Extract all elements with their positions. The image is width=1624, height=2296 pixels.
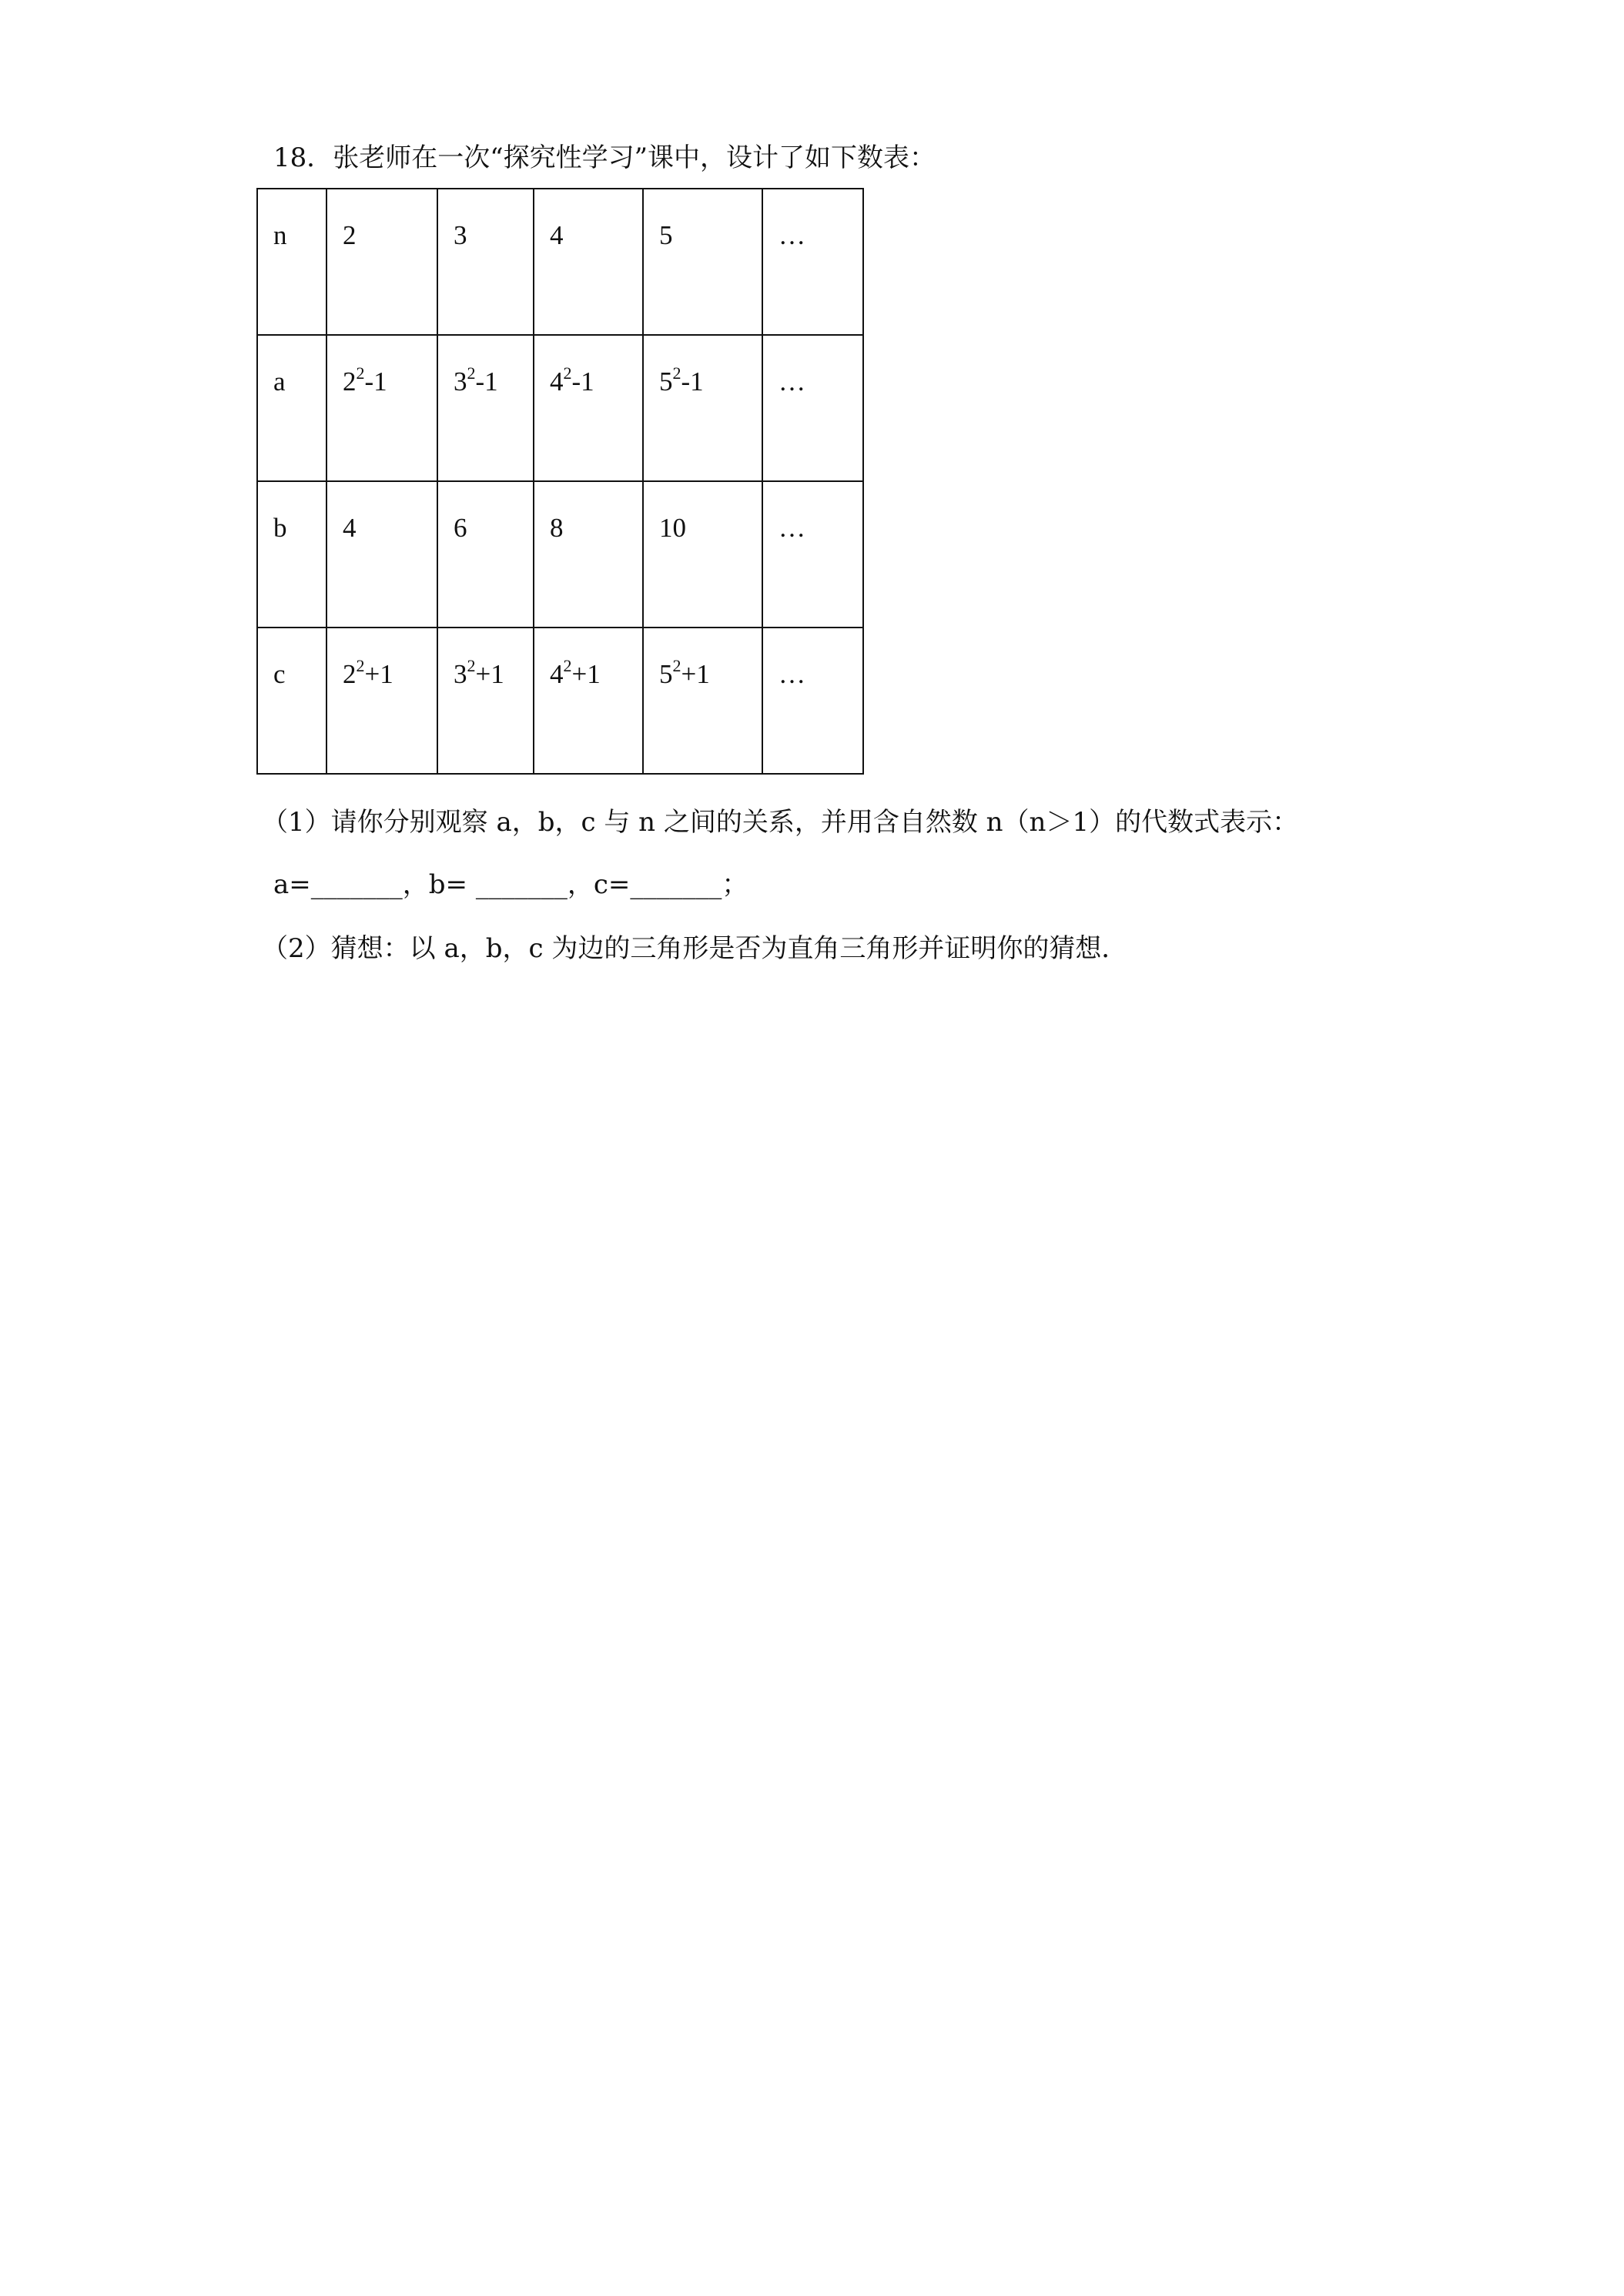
- row-label-cell: [257, 628, 326, 774]
- cell-rest: -1: [681, 366, 704, 397]
- cell-exponent: 2: [563, 363, 572, 383]
- question-part-2: （2）猜想：以 a，b，c 为边的三角形是否为直角三角形并证明你的猜想．: [262, 933, 1128, 964]
- row-label-cell: [257, 335, 326, 481]
- cell-base: 6: [454, 513, 467, 543]
- cell-base: 3: [454, 220, 467, 250]
- table-cell: [643, 481, 762, 628]
- cell-rest: +1: [571, 659, 601, 689]
- cell-base: 2: [343, 366, 357, 397]
- cell-base: 5: [659, 659, 673, 689]
- question-heading: 18．张老师在一次“探究性学习”课中，设计了如下数表：: [273, 142, 936, 173]
- table-cell: [762, 335, 863, 481]
- cell-base: 5: [659, 220, 673, 250]
- table-cell: [534, 335, 643, 481]
- cell-base: 4: [550, 659, 564, 689]
- table-cell: [762, 481, 863, 628]
- cell-base: …: [779, 513, 805, 543]
- cell-base: 4: [550, 366, 564, 397]
- table-cell: [762, 628, 863, 774]
- table-cell: [534, 189, 643, 335]
- row-label-cell: [257, 481, 326, 628]
- row-label-cell: [257, 189, 326, 335]
- cell-base: …: [779, 659, 805, 689]
- cell-base: 2: [343, 659, 357, 689]
- cell-base: 3: [454, 659, 467, 689]
- cell-exponent: 2: [356, 656, 365, 676]
- table-cell: [534, 628, 643, 774]
- cell-rest: +1: [475, 659, 504, 689]
- table-row-a: [257, 335, 863, 481]
- table-row-n: [257, 189, 863, 335]
- cell-rest: -1: [475, 366, 498, 397]
- cell-rest: -1: [571, 366, 594, 397]
- cell-exponent: 2: [672, 363, 681, 383]
- cell-base: 5: [659, 366, 673, 397]
- cell-exponent: 2: [467, 363, 476, 383]
- table-row-b: [257, 481, 863, 628]
- cell-base: 3: [454, 366, 467, 397]
- cell-base: n: [273, 220, 287, 250]
- table-cell: [534, 481, 643, 628]
- cell-exponent: 2: [563, 656, 572, 676]
- table-cell: [326, 335, 437, 481]
- table-cell: [326, 481, 437, 628]
- cell-rest: +1: [681, 659, 710, 689]
- answer-blanks: a=_______，b= _______，c=_______；: [273, 869, 748, 900]
- cell-rest: +1: [364, 659, 393, 689]
- cell-base: 4: [550, 220, 564, 250]
- cell-base: b: [273, 513, 287, 543]
- table-cell: [643, 189, 762, 335]
- cell-exponent: 2: [356, 363, 365, 383]
- cell-base: c: [273, 659, 286, 689]
- table-cell: [437, 481, 534, 628]
- table-cell: [643, 335, 762, 481]
- table-cell: [326, 189, 437, 335]
- cell-exponent: 2: [672, 656, 681, 676]
- table-cell: [437, 189, 534, 335]
- table-cell: [326, 628, 437, 774]
- table-row-c: [257, 628, 863, 774]
- cell-base: 10: [659, 513, 686, 543]
- question-part-1: （1）请你分别观察 a，b，c 与 n 之间的关系，并用含自然数 n（n＞1）的代数式表示：: [262, 807, 1299, 838]
- cell-rest: -1: [364, 366, 387, 397]
- cell-base: …: [779, 220, 805, 250]
- cell-base: 2: [343, 220, 357, 250]
- table-cell: [437, 335, 534, 481]
- table-cell: [762, 189, 863, 335]
- cell-base: a: [273, 366, 286, 397]
- cell-base: 8: [550, 513, 564, 543]
- table-cell: [643, 628, 762, 774]
- number-table: [256, 188, 864, 775]
- cell-base: …: [779, 366, 805, 397]
- cell-base: 4: [343, 513, 357, 543]
- cell-exponent: 2: [467, 656, 476, 676]
- table-cell: [437, 628, 534, 774]
